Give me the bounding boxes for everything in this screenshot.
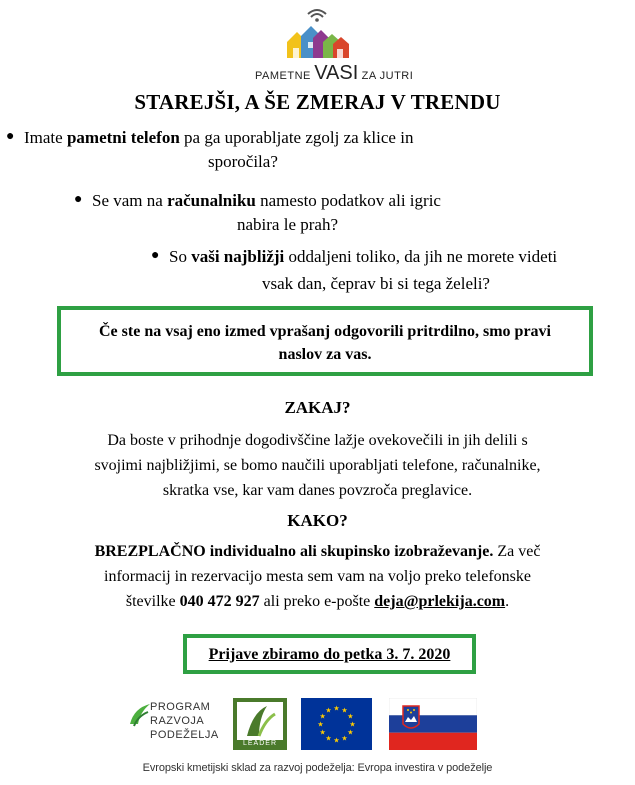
how-line-3-post: .: [505, 593, 510, 610]
footer-text: Evropski kmetijski sklad za razvoj podeželja: Evropa investira v podeželje: [142, 762, 493, 774]
eu-star-icon: ★: [341, 706, 348, 715]
bullet-icon: ●: [74, 192, 83, 207]
bullet-icon: ●: [151, 248, 160, 263]
highlight-box: [57, 306, 593, 376]
question-1-post: pa ga uporabljate zgolj za klice in: [179, 128, 414, 147]
question-2-line2: nabira le prah?: [237, 215, 338, 234]
how-text: [0, 539, 635, 614]
logo-wordmark: [255, 62, 414, 85]
why-line-3: skratka vse, kar vam danes povzroča preglavice.: [162, 482, 473, 499]
page-title: STAREJŠI, A ŠE ZMERAJ V TRENDU: [134, 90, 501, 114]
slovenia-flag: [389, 698, 477, 750]
phone-number: 040 472 927: [179, 593, 260, 610]
how-line-1-rest: Za več: [493, 543, 541, 560]
eu-star-icon: ★: [325, 734, 332, 743]
eu-star-icon: ★: [333, 704, 340, 713]
eu-star-icon: ★: [341, 734, 348, 743]
highlight-line-2: naslov za vas.: [278, 346, 372, 363]
slovenia-flag-icon: [389, 698, 477, 750]
bird-icon: [128, 702, 152, 728]
question-3-line2: vsak dan, čeprav bi si tega želeli?: [262, 274, 490, 293]
question-2-pre: Se vam na: [92, 191, 168, 210]
highlight-line-1: Če ste na vsaj eno izmed vprašanj odgovorili pritrdilno, smo pravi: [99, 323, 551, 340]
eu-star-icon: ★: [325, 706, 332, 715]
question-3-bold: vaši najbližji: [191, 247, 285, 266]
eu-star-icon: ★: [317, 720, 324, 729]
why-heading: ZAKAJ?: [284, 398, 351, 417]
program-line-3: PODEŽELJA: [150, 729, 219, 741]
eu-flag-icon: [301, 698, 372, 750]
question-2-bold: računalniku: [167, 191, 256, 210]
program-line-2: RAZVOJA: [150, 715, 205, 727]
deadline-box: [183, 634, 476, 674]
how-line-1-bold: BREZPLAČNO individualno ali skupinsko izobraževanje.: [94, 543, 494, 560]
question-3-pre: So: [169, 247, 192, 266]
eu-star-icon: ★: [349, 720, 356, 729]
leader-logo: [233, 698, 287, 750]
how-line-3-pre: številke: [125, 593, 180, 610]
how-line-2: informacij in rezervacijo mesta sem vam na voljo preko telefonske: [104, 568, 531, 585]
leader-label: LEADER: [242, 740, 277, 747]
eu-star-icon: ★: [347, 712, 354, 721]
pametne-vasi-logo: [255, 8, 414, 84]
deadline-text: Prijave zbiramo do petka 3. 7. 2020: [208, 646, 451, 663]
email-link[interactable]: deja@prlekija.com: [374, 593, 506, 610]
question-1-line2: sporočila?: [208, 152, 278, 171]
logo-text-left: PAMETNE: [255, 70, 311, 82]
question-3-post: oddaljeni toliko, da jih ne morete videti: [284, 247, 558, 266]
logo-text-right: ZA JUTRI: [361, 70, 414, 82]
eu-star-icon: ★: [347, 728, 354, 737]
village-houses-icon: [285, 8, 351, 62]
eu-star-icon: ★: [319, 712, 326, 721]
why-text: [0, 428, 635, 503]
why-line-1: Da boste v prihodnje dogodivščine lažje ovekovečili in jih delili s: [107, 432, 528, 449]
bullet-icon: ●: [6, 129, 15, 144]
how-heading: KAKO?: [287, 511, 348, 530]
program-line-1: PROGRAM: [150, 701, 211, 713]
eu-star-icon: ★: [333, 736, 340, 745]
program-razvoja-logo: [128, 698, 223, 750]
question-2-post: namesto podatkov ali igric: [255, 191, 441, 210]
eu-star-icon: ★: [319, 728, 326, 737]
how-line-3-mid: ali preko e-pošte: [259, 593, 375, 610]
eu-flag: [301, 698, 372, 750]
question-1-bold: pametni telefon: [66, 128, 180, 147]
question-1-pre: Imate: [24, 128, 67, 147]
logo-text-mid: VASI: [314, 62, 359, 84]
why-line-2: svojimi najbližjimi, se bomo naučili uporabljati telefone, računalnike,: [94, 457, 541, 474]
